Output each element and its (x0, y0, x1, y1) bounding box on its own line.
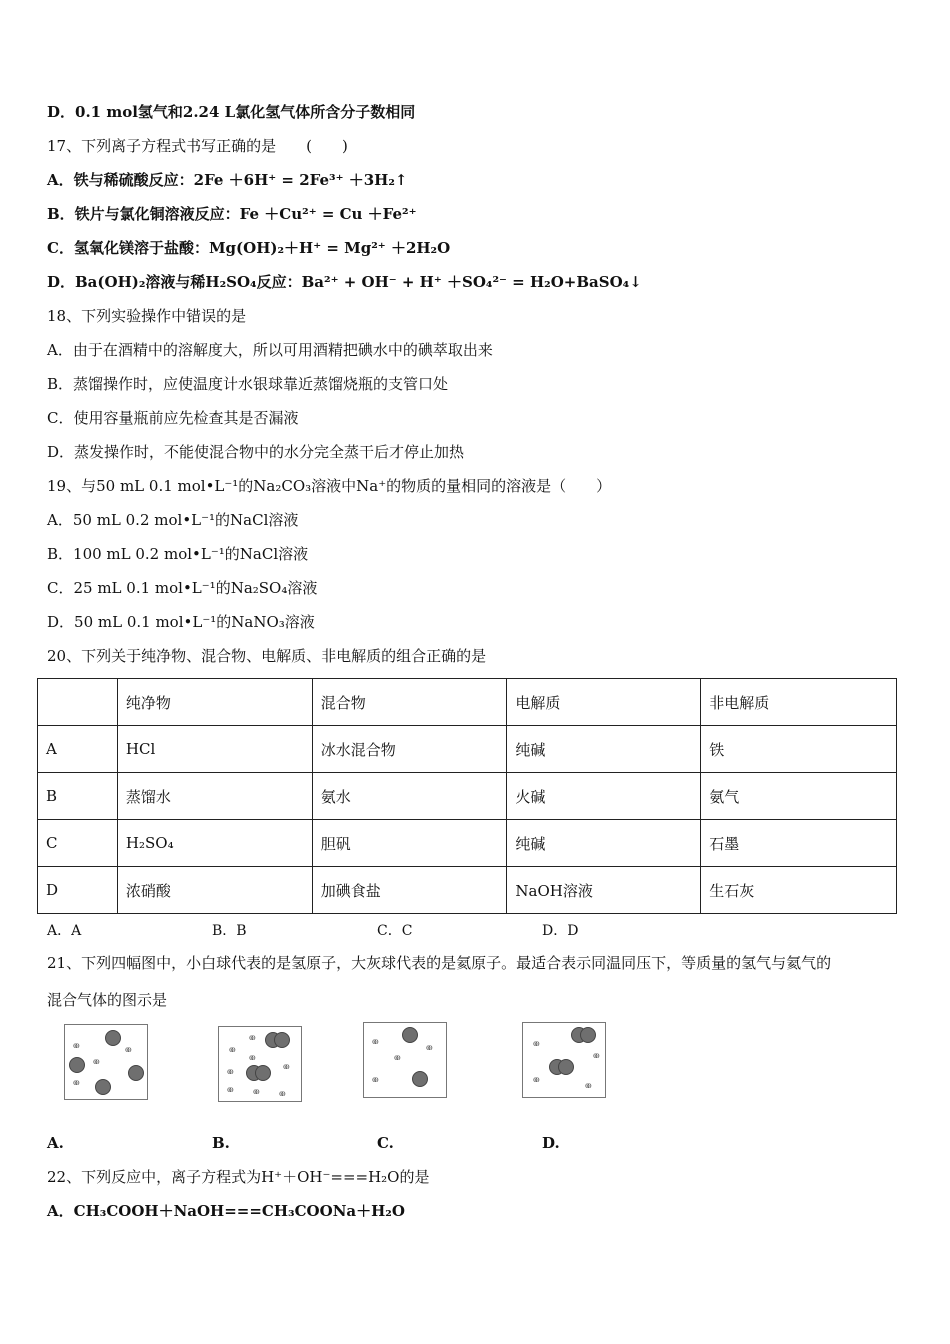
q18-option-a: A．由于在酒精中的溶解度大，所以可用酒精把碘水中的碘萃取出来 (47, 341, 493, 359)
helium-atom (128, 1065, 144, 1081)
table-cell: HCl (117, 726, 312, 773)
hydrogen-molecule: oo (125, 1045, 129, 1054)
q20-answer-d: D．D (542, 923, 579, 939)
q18-stem: 18、下列实验操作中错误的是 (47, 307, 247, 325)
hydrogen-molecule: oo (249, 1033, 253, 1042)
q21-label-b: B. (212, 1134, 230, 1152)
q21-label-c: C. (377, 1134, 394, 1152)
table-cell: 纯净物 (117, 679, 312, 726)
hydrogen-molecule: oo (93, 1057, 97, 1066)
table-cell: 铁 (701, 726, 897, 773)
helium-atom (69, 1057, 85, 1073)
table-row (38, 679, 897, 726)
hydrogen-molecule: oo (372, 1075, 376, 1084)
hydrogen-molecule: oo (283, 1062, 287, 1071)
q21-stem-line1: 21、下列四幅图中，小白球代表的是氢原子，大灰球代表的是氦原子。最适合表示同温同压下，等质量的氢气与氦气的 (47, 954, 832, 972)
hydrogen-molecule: oo (229, 1045, 233, 1054)
table-cell: C (38, 820, 118, 867)
table-row (38, 820, 897, 867)
table-cell: 电解质 (507, 679, 701, 726)
table-cell: NaOH溶液 (507, 867, 701, 914)
table-cell: 加碘食盐 (312, 867, 507, 914)
q22-stem: 22、下列反应中，离子方程式为H⁺＋OH⁻===H₂O的是 (47, 1168, 430, 1186)
table-row (38, 773, 897, 820)
q18-option-b: B．蒸馏操作时，应使温度计水银球靠近蒸馏烧瓶的支管口处 (47, 375, 449, 393)
q20-table (37, 678, 897, 914)
table-cell: 氨水 (312, 773, 507, 820)
table-cell: 蒸馏水 (117, 773, 312, 820)
molecule-diagram-b (218, 1026, 302, 1102)
hydrogen-molecule: oo (253, 1087, 257, 1096)
table-cell: 氨气 (701, 773, 897, 820)
molecule-diagram-a (64, 1024, 148, 1100)
table-cell: D (38, 867, 118, 914)
table-cell: 生石灰 (701, 867, 897, 914)
table-cell: 非电解质 (701, 679, 897, 726)
helium-atom (412, 1071, 428, 1087)
table-cell: 混合物 (312, 679, 507, 726)
hydrogen-molecule: oo (394, 1053, 398, 1062)
q22-option-a: A．CH₃COOH＋NaOH===CH₃COONa＋H₂O (47, 1202, 405, 1220)
hydrogen-molecule: oo (227, 1067, 231, 1076)
q19-option-b: B．100 mL 0.2 mol•L⁻¹的NaCl溶液 (47, 545, 309, 563)
hydrogen-molecule: oo (585, 1081, 589, 1090)
q18-option-d: D．蒸发操作时，不能使混合物中的水分完全蒸干后才停止加热 (47, 443, 465, 461)
q21-label-d: D. (542, 1134, 560, 1152)
q17-stem: 17、下列离子方程式书写正确的是 ( ) (47, 137, 348, 155)
helium-atom (580, 1027, 596, 1043)
q20-stem: 20、下列关于纯净物、混合物、电解质、非电解质的组合正确的是 (47, 647, 487, 665)
helium-atom (402, 1027, 418, 1043)
table-cell: 浓硝酸 (117, 867, 312, 914)
table-cell: 石墨 (701, 820, 897, 867)
hydrogen-molecule: oo (593, 1051, 597, 1060)
helium-atom (255, 1065, 271, 1081)
hydrogen-molecule: oo (73, 1041, 77, 1050)
q17-option-a: A．铁与稀硫酸反应：2Fe ＋6H⁺ = 2Fe³⁺ ＋3H₂↑ (47, 171, 408, 189)
molecule-diagram-c (363, 1022, 447, 1098)
hydrogen-molecule: oo (533, 1039, 537, 1048)
q17-option-b: B．铁片与氯化铜溶液反应：Fe ＋Cu²⁺ = Cu ＋Fe²⁺ (47, 205, 417, 223)
q19-option-c: C．25 mL 0.1 mol•L⁻¹的Na₂SO₄溶液 (47, 579, 318, 597)
hydrogen-molecule: oo (279, 1089, 283, 1098)
molecule-diagram-d (522, 1022, 606, 1098)
hydrogen-molecule: oo (249, 1053, 253, 1062)
q21-label-a: A. (47, 1134, 64, 1152)
helium-atom (105, 1030, 121, 1046)
q19-stem: 19、与50 mL 0.1 mol•L⁻¹的Na₂CO₃溶液中Na⁺的物质的量相同的溶液是（ ） (47, 477, 612, 495)
table-cell (38, 679, 118, 726)
table-cell: A (38, 726, 118, 773)
hydrogen-molecule: oo (533, 1075, 537, 1084)
hydrogen-molecule: oo (372, 1037, 376, 1046)
q20-answer-a: A．A (47, 923, 82, 939)
q20-answer-c: C．C (377, 923, 413, 939)
q16-option-d: D．0.1 mol氢气和2.24 L氯化氢气体所含分子数相同 (47, 103, 416, 121)
q21-stem-line2: 混合气体的图示是 (47, 991, 168, 1009)
q17-option-c: C．氢氧化镁溶于盐酸：Mg(OH)₂＋H⁺ = Mg²⁺ ＋2H₂O (47, 239, 451, 257)
table-row (38, 867, 897, 914)
table-cell: 火碱 (507, 773, 701, 820)
table-row (38, 726, 897, 773)
table-cell: 胆矾 (312, 820, 507, 867)
table-cell: B (38, 773, 118, 820)
helium-atom (95, 1079, 111, 1095)
helium-atom (274, 1032, 290, 1048)
hydrogen-molecule: oo (73, 1078, 77, 1087)
table-cell: 纯碱 (507, 726, 701, 773)
q19-option-a: A．50 mL 0.2 mol•L⁻¹的NaCl溶液 (47, 511, 299, 529)
q20-answer-b: B．B (212, 923, 247, 939)
q17-option-d: D．Ba(OH)₂溶液与稀H₂SO₄反应：Ba²⁺ + OH⁻ + H⁺ ＋SO₄²⁻ = H₂O+BaSO₄↓ (47, 273, 642, 291)
table-cell: 纯碱 (507, 820, 701, 867)
hydrogen-molecule: oo (227, 1085, 231, 1094)
table-cell: 冰水混合物 (312, 726, 507, 773)
helium-atom (558, 1059, 574, 1075)
hydrogen-molecule: oo (426, 1043, 430, 1052)
table-cell: H₂SO₄ (117, 820, 312, 867)
q19-option-d: D．50 mL 0.1 mol•L⁻¹的NaNO₃溶液 (47, 613, 315, 631)
q18-option-c: C．使用容量瓶前应先检查其是否漏液 (47, 409, 299, 427)
